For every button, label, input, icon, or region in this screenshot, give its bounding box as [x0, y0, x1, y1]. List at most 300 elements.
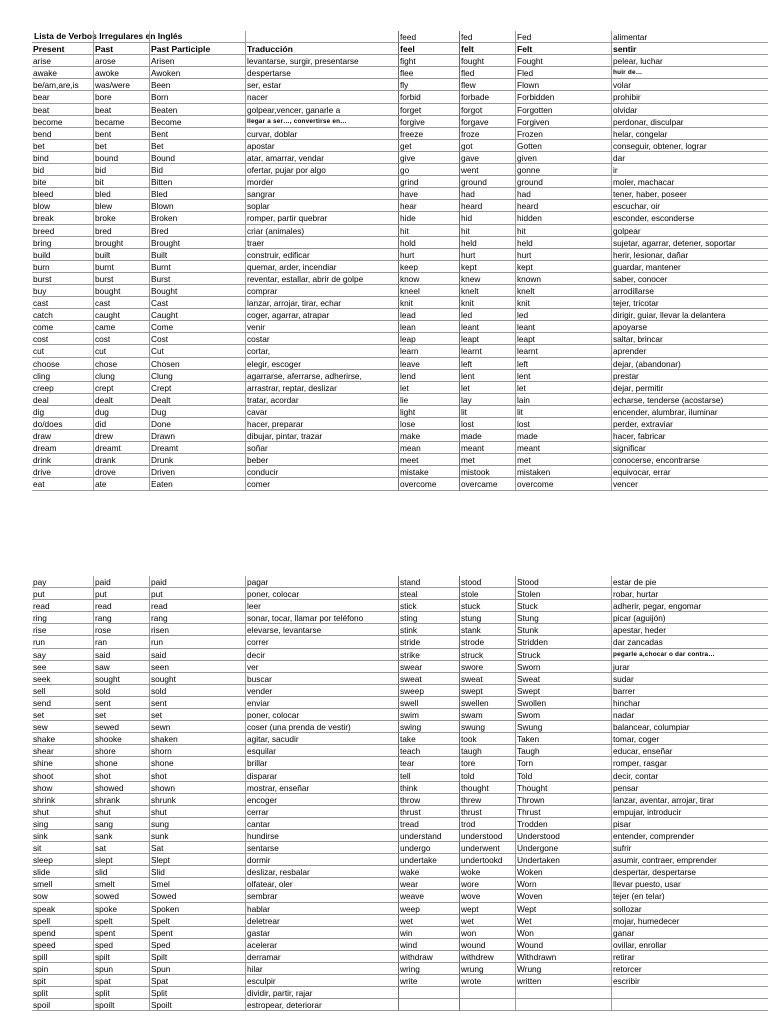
right-past-participle-cell: hidden	[516, 212, 612, 224]
left-past-cell: cost	[94, 333, 150, 345]
right-past-cell: undertookd	[460, 854, 516, 866]
left-present-cell: eat	[32, 478, 94, 490]
left-past-cell: shore	[94, 745, 150, 757]
right-past-participle-cell: Woken	[516, 866, 612, 878]
right-past-participle-cell: lain	[516, 394, 612, 406]
left-translation-cell: agarrarse, aferrarse, adherirse,	[246, 370, 430, 382]
right-translation-cell: ovillar, enrollar	[612, 939, 768, 951]
left-past-cell: dreamt	[94, 442, 150, 454]
left-past-participle-cell: Done	[150, 418, 246, 430]
right-past-participle-cell: ground	[516, 176, 612, 188]
left-past-participle-cell: seen	[150, 661, 246, 673]
left-past-participle-cell: Been	[150, 79, 246, 91]
left-past-cell: awoke	[94, 67, 150, 79]
right-past-cell: knelt	[460, 285, 516, 297]
right-past-cell: swam	[460, 709, 516, 721]
right-past-cell: stuck	[460, 600, 516, 612]
right-translation-cell: llevar puesto, usar	[612, 878, 768, 890]
right-present-cell: throw	[398, 794, 460, 806]
left-past-participle-cell: Spilt	[150, 951, 246, 963]
right-past-cell: ground	[460, 176, 516, 188]
left-present-cell: draw	[32, 430, 94, 442]
left-past-participle-cell: Bred	[150, 225, 246, 237]
right-past-cell: understood	[460, 830, 516, 842]
right-translation-cell: guardar, mantener	[612, 261, 768, 273]
right-past-cell: stung	[460, 612, 516, 624]
right-present-cell: sweat	[398, 673, 460, 685]
left-past-cell: cut	[94, 345, 150, 357]
left-translation-cell: conducir	[246, 466, 430, 478]
right-present-cell: tell	[398, 770, 460, 782]
right-past-participle-cell: had	[516, 188, 612, 200]
left-present-cell: break	[32, 212, 94, 224]
right-translation-cell: sujetar, agarrar, detener, soportar	[612, 237, 768, 249]
right-translation-cell: dejar, permitir	[612, 382, 768, 394]
right-present-cell: lose	[398, 418, 460, 430]
left-translation-cell: acelerar	[246, 939, 430, 951]
right-past-participle-cell: Withdrawn	[516, 951, 612, 963]
left-past-cell: sowed	[94, 890, 150, 902]
left-past-participle-cell: Broken	[150, 212, 246, 224]
left-past-cell: sang	[94, 818, 150, 830]
right-past-participle-cell: Sworn	[516, 661, 612, 673]
right-past-cell: thrust	[460, 806, 516, 818]
right-past-cell: forgave	[460, 116, 516, 128]
left-past-participle-cell: shot	[150, 770, 246, 782]
left-present-cell: shake	[32, 733, 94, 745]
right-past-participle-cell: met	[516, 454, 612, 466]
right-translation-cell: golpear	[612, 225, 768, 237]
right-translation-cell: sentir	[612, 43, 768, 55]
right-past-participle-cell: Swollen	[516, 697, 612, 709]
right-present-cell: grind	[398, 176, 460, 188]
left-translation-cell: ofertar, pujar por algo	[246, 164, 430, 176]
left-past-cell: shot	[94, 770, 150, 782]
left-past-cell: spun	[94, 963, 150, 975]
left-present-cell: catch	[32, 309, 94, 321]
left-past-cell: bet	[94, 140, 150, 152]
right-past-participle-cell: lost	[516, 418, 612, 430]
left-past-cell: set	[94, 709, 150, 721]
left-past-participle-cell: Cost	[150, 333, 246, 345]
right-past-cell: knew	[460, 273, 516, 285]
left-translation-cell: coser (una prenda de vestir)	[246, 721, 430, 733]
right-past-participle-cell: Fled	[516, 67, 612, 79]
left-past-participle-cell: Bitten	[150, 176, 246, 188]
left-present-cell: send	[32, 697, 94, 709]
right-present-cell: knit	[398, 297, 460, 309]
right-present-cell: hurt	[398, 249, 460, 261]
right-present-cell: understand	[398, 830, 460, 842]
right-past-participle-cell: meant	[516, 442, 612, 454]
left-translation-cell: dibujar, pintar, trazar	[246, 430, 430, 442]
right-past-participle-cell: Undergone	[516, 842, 612, 854]
left-past-participle-cell: Brought	[150, 237, 246, 249]
left-translation-cell: derramar	[246, 951, 430, 963]
left-past-participle-cell: Awoken	[150, 67, 246, 79]
right-past-cell: wept	[460, 903, 516, 915]
right-past-participle-cell: Stood	[516, 576, 612, 588]
left-past-participle-cell: sunk	[150, 830, 246, 842]
right-past-participle-cell: hurt	[516, 249, 612, 261]
left-past-cell: crept	[94, 382, 150, 394]
left-past-participle-cell: run	[150, 636, 246, 648]
left-past-cell	[94, 31, 150, 43]
right-past-participle-cell	[516, 987, 612, 999]
right-translation-cell: pisar	[612, 818, 768, 830]
right-past-cell: trod	[460, 818, 516, 830]
left-past-participle-cell: Burst	[150, 273, 246, 285]
left-translation-cell: vender	[246, 685, 430, 697]
right-past-participle-cell: Forgotten	[516, 104, 612, 116]
right-past-participle-cell: made	[516, 430, 612, 442]
right-present-cell: sting	[398, 612, 460, 624]
right-translation-cell: barrer	[612, 685, 768, 697]
right-present-cell: think	[398, 782, 460, 794]
left-present-cell: bite	[32, 176, 94, 188]
right-present-cell: flee	[398, 67, 460, 79]
right-translation-cell: decir, contar	[612, 770, 768, 782]
left-past-participle-cell: Spelt	[150, 915, 246, 927]
left-present-cell: sing	[32, 818, 94, 830]
right-past-cell: learnt	[460, 345, 516, 357]
right-past-participle-cell: knit	[516, 297, 612, 309]
left-present-cell: pay	[32, 576, 94, 588]
right-translation-cell: lanzar, aventar, arrojar, tirar	[612, 794, 768, 806]
left-past-participle-cell: Spent	[150, 927, 246, 939]
right-translation-cell: empujar, introducir	[612, 806, 768, 818]
right-present-cell: feel	[398, 43, 460, 55]
right-past-cell: heard	[460, 200, 516, 212]
right-present-cell: steal	[398, 588, 460, 600]
left-past-cell: shrank	[94, 794, 150, 806]
left-past-cell: bore	[94, 91, 150, 103]
left-past-participle-cell: Spat	[150, 975, 246, 987]
left-present-cell: smell	[32, 878, 94, 890]
left-present-cell: arise	[32, 55, 94, 67]
right-past-participle-cell: Stunk	[516, 624, 612, 636]
right-present-cell: swell	[398, 697, 460, 709]
left-past-cell: dealt	[94, 394, 150, 406]
left-past-participle-cell: sewn	[150, 721, 246, 733]
right-past-cell: hid	[460, 212, 516, 224]
left-translation-cell: hilar	[246, 963, 430, 975]
left-translation-cell: dividir, partir, rajar	[246, 987, 430, 999]
right-translation-cell: pensar	[612, 782, 768, 794]
left-present-cell: set	[32, 709, 94, 721]
left-present-cell: put	[32, 588, 94, 600]
left-translation-cell: cortar,	[246, 345, 430, 357]
left-past-cell: sank	[94, 830, 150, 842]
left-past-participle-cell: Blown	[150, 200, 246, 212]
left-translation-cell: morder	[246, 176, 430, 188]
right-present-cell: withdraw	[398, 951, 460, 963]
right-past-cell: fed	[460, 31, 516, 43]
left-translation-cell: decir	[246, 649, 430, 661]
right-present-cell: lean	[398, 321, 460, 333]
left-past-participle-cell: Bound	[150, 152, 246, 164]
right-past-participle-cell: given	[516, 152, 612, 164]
right-past-participle-cell: Taugh	[516, 745, 612, 757]
left-present-cell: run	[32, 636, 94, 648]
right-present-cell: overcome	[398, 478, 460, 490]
left-translation-cell: comprar	[246, 285, 430, 297]
left-past-participle-cell: Spoilt	[150, 999, 246, 1011]
right-past-participle-cell: known	[516, 273, 612, 285]
left-present-cell: sleep	[32, 854, 94, 866]
left-translation-cell: ver	[246, 661, 430, 673]
left-past-participle-cell: Dreamt	[150, 442, 246, 454]
right-past-cell: stole	[460, 588, 516, 600]
left-translation-cell: enviar	[246, 697, 430, 709]
left-translation-cell: levantarse, surgir, presentarse	[246, 55, 430, 67]
left-present-cell: sow	[32, 890, 94, 902]
right-present-cell: wind	[398, 939, 460, 951]
right-present-cell: hide	[398, 212, 460, 224]
right-present-cell: thrust	[398, 806, 460, 818]
left-past-participle-cell: shorn	[150, 745, 246, 757]
right-present-cell: light	[398, 406, 460, 418]
left-present-cell: see	[32, 661, 94, 673]
left-past-cell: caught	[94, 309, 150, 321]
left-present-cell: sink	[32, 830, 94, 842]
left-past-cell: arose	[94, 55, 150, 67]
right-past-participle-cell: heard	[516, 200, 612, 212]
right-past-participle-cell: Wrung	[516, 963, 612, 975]
right-translation-cell: jurar	[612, 661, 768, 673]
left-past-cell: burnt	[94, 261, 150, 273]
right-translation-cell: romper, rasgar	[612, 757, 768, 769]
right-translation-cell: sufrir	[612, 842, 768, 854]
left-past-cell: saw	[94, 661, 150, 673]
left-past-cell: bred	[94, 225, 150, 237]
left-present-cell: beat	[32, 104, 94, 116]
left-translation-cell: arrastrar, reptar, deslizar	[246, 382, 430, 394]
right-past-cell: felt	[460, 43, 516, 55]
left-present-cell: spell	[32, 915, 94, 927]
right-present-cell: wet	[398, 915, 460, 927]
right-past-cell: wrung	[460, 963, 516, 975]
left-translation-cell: deslizar, resbalar	[246, 866, 430, 878]
left-translation-cell: buscar	[246, 673, 430, 685]
right-past-cell: wove	[460, 890, 516, 902]
left-present-cell: sell	[32, 685, 94, 697]
left-past-participle-cell: Split	[150, 987, 246, 999]
right-past-cell: thought	[460, 782, 516, 794]
right-past-cell: fought	[460, 55, 516, 67]
left-past-participle-cell: Drawn	[150, 430, 246, 442]
left-translation-cell: sentarse	[246, 842, 430, 854]
right-translation-cell: retirar	[612, 951, 768, 963]
left-translation-cell: hundirse	[246, 830, 430, 842]
right-present-cell: mistake	[398, 466, 460, 478]
right-translation-cell: conseguir, obtener, lograr	[612, 140, 768, 152]
right-past-participle-cell: Forbidden	[516, 91, 612, 103]
left-present-cell: bet	[32, 140, 94, 152]
right-translation-cell: apestar, heder	[612, 624, 768, 636]
right-past-cell: forbade	[460, 91, 516, 103]
right-present-cell: stand	[398, 576, 460, 588]
right-past-participle-cell: Thrown	[516, 794, 612, 806]
right-present-cell: make	[398, 430, 460, 442]
right-present-cell: leap	[398, 333, 460, 345]
left-translation-cell: curvar, doblar	[246, 128, 430, 140]
left-present-cell: bear	[32, 91, 94, 103]
right-past-participle-cell: Fed	[516, 31, 612, 43]
right-present-cell: swim	[398, 709, 460, 721]
left-present-cell: deal	[32, 394, 94, 406]
left-translation-cell: tratar, acordar	[246, 394, 430, 406]
left-past-participle-cell: Sat	[150, 842, 246, 854]
right-past-cell: mistook	[460, 466, 516, 478]
left-past-participle-cell: Sowed	[150, 890, 246, 902]
left-present-cell	[32, 31, 94, 43]
left-past-cell: ran	[94, 636, 150, 648]
right-present-cell: go	[398, 164, 460, 176]
left-past-participle-cell: Beaten	[150, 104, 246, 116]
left-past-cell: brought	[94, 237, 150, 249]
left-past-cell: paid	[94, 576, 150, 588]
right-present-cell: swing	[398, 721, 460, 733]
right-translation-cell: ganar	[612, 927, 768, 939]
right-past-participle-cell: written	[516, 975, 612, 987]
left-past-cell: said	[94, 649, 150, 661]
right-past-participle-cell: overcome	[516, 478, 612, 490]
left-past-cell: sped	[94, 939, 150, 951]
left-present-cell: shrink	[32, 794, 94, 806]
right-past-participle-cell: Thought	[516, 782, 612, 794]
right-translation-cell: herir, lesionar, dañar	[612, 249, 768, 261]
right-translation-cell: prohibir	[612, 91, 768, 103]
right-past-cell: lit	[460, 406, 516, 418]
right-past-cell: underwent	[460, 842, 516, 854]
left-past-participle-cell	[150, 31, 246, 43]
left-past-participle-cell: Come	[150, 321, 246, 333]
left-translation-cell: lanzar, arrojar, tirar, echar	[246, 297, 430, 309]
left-present-cell: ring	[32, 612, 94, 624]
right-past-cell: held	[460, 237, 516, 249]
left-translation-cell: pagar	[246, 576, 430, 588]
left-present-cell: seek	[32, 673, 94, 685]
right-translation-cell: dar zancadas	[612, 636, 768, 648]
left-past-cell: spoke	[94, 903, 150, 915]
right-present-cell: fight	[398, 55, 460, 67]
left-past-participle-cell: Slid	[150, 866, 246, 878]
right-translation-cell	[612, 987, 768, 999]
left-past-cell: shooke	[94, 733, 150, 745]
left-present-cell: drink	[32, 454, 94, 466]
left-past-participle-cell: set	[150, 709, 246, 721]
right-present-cell: stride	[398, 636, 460, 648]
right-past-participle-cell: Sweat	[516, 673, 612, 685]
left-translation-cell: quemar, arder, incendiar	[246, 261, 430, 273]
left-past-cell: bit	[94, 176, 150, 188]
left-present-cell: burn	[32, 261, 94, 273]
right-translation-cell: asumir, contraer, emprender	[612, 854, 768, 866]
left-past-cell: drew	[94, 430, 150, 442]
right-past-participle-cell: Torn	[516, 757, 612, 769]
right-translation-cell: pegarle a,chocar o dar contra…	[612, 649, 768, 661]
right-present-cell: undergo	[398, 842, 460, 854]
right-translation-cell: escuchar, oir	[612, 200, 768, 212]
right-present-cell: win	[398, 927, 460, 939]
right-present-cell: tear	[398, 757, 460, 769]
right-past-participle-cell: kept	[516, 261, 612, 273]
left-present-cell: choose	[32, 358, 94, 370]
left-past-participle-cell: Cut	[150, 345, 246, 357]
right-past-cell: flew	[460, 79, 516, 91]
right-past-participle-cell: learnt	[516, 345, 612, 357]
left-past-cell: showed	[94, 782, 150, 794]
right-past-participle-cell: Swom	[516, 709, 612, 721]
right-past-participle-cell: Wept	[516, 903, 612, 915]
left-translation-cell: reventar, estallar, abrir de golpe	[246, 273, 430, 285]
right-past-participle-cell: Worn	[516, 878, 612, 890]
right-past-cell: withdrew	[460, 951, 516, 963]
left-past-cell: burst	[94, 273, 150, 285]
right-past-participle-cell: Undertaken	[516, 854, 612, 866]
left-translation-cell: criar (animales)	[246, 225, 430, 237]
right-past-participle-cell: Struck	[516, 649, 612, 661]
right-past-cell: woke	[460, 866, 516, 878]
right-past-participle-cell: let	[516, 382, 612, 394]
right-translation-cell	[612, 999, 768, 1011]
left-past-cell: broke	[94, 212, 150, 224]
left-present-cell: cut	[32, 345, 94, 357]
left-past-participle-cell: Eaten	[150, 478, 246, 490]
left-translation-cell: costar	[246, 333, 430, 345]
left-past-cell: drove	[94, 466, 150, 478]
left-past-cell: Past	[94, 43, 150, 55]
right-past-cell: met	[460, 454, 516, 466]
right-past-participle-cell: knelt	[516, 285, 612, 297]
left-translation-cell: hablar	[246, 903, 430, 915]
right-past-cell: lay	[460, 394, 516, 406]
right-present-cell: have	[398, 188, 460, 200]
left-translation-cell: sonar, tocar, llamar por teléfono	[246, 612, 430, 624]
left-past-cell: put	[94, 588, 150, 600]
left-past-participle-cell: sung	[150, 818, 246, 830]
left-present-cell: drive	[32, 466, 94, 478]
right-past-participle-cell: led	[516, 309, 612, 321]
left-present-cell: slide	[32, 866, 94, 878]
right-translation-cell: estar de pie	[612, 576, 768, 588]
left-past-cell: spat	[94, 975, 150, 987]
left-past-cell: was/were	[94, 79, 150, 91]
right-past-cell: kept	[460, 261, 516, 273]
left-past-participle-cell: Bent	[150, 128, 246, 140]
right-past-participle-cell: Taken	[516, 733, 612, 745]
right-present-cell: give	[398, 152, 460, 164]
left-translation-cell: gastar	[246, 927, 430, 939]
left-past-participle-cell: Drunk	[150, 454, 246, 466]
left-translation-cell: poner, colocar	[246, 709, 430, 721]
left-present-cell: buy	[32, 285, 94, 297]
left-present-cell: sew	[32, 721, 94, 733]
left-present-cell: rise	[32, 624, 94, 636]
left-present-cell: bid	[32, 164, 94, 176]
right-translation-cell: picar (aguijón)	[612, 612, 768, 624]
right-translation-cell: huir de…	[612, 67, 768, 79]
right-past-cell: lent	[460, 370, 516, 382]
right-translation-cell: tener, haber, poseer	[612, 188, 768, 200]
right-translation-cell: adherir, pegar, engomar	[612, 600, 768, 612]
right-translation-cell: escribir	[612, 975, 768, 987]
left-translation-cell: ser, estar	[246, 79, 430, 91]
right-past-participle-cell: gonne	[516, 164, 612, 176]
left-translation-cell: cantar	[246, 818, 430, 830]
right-translation-cell: volar	[612, 79, 768, 91]
